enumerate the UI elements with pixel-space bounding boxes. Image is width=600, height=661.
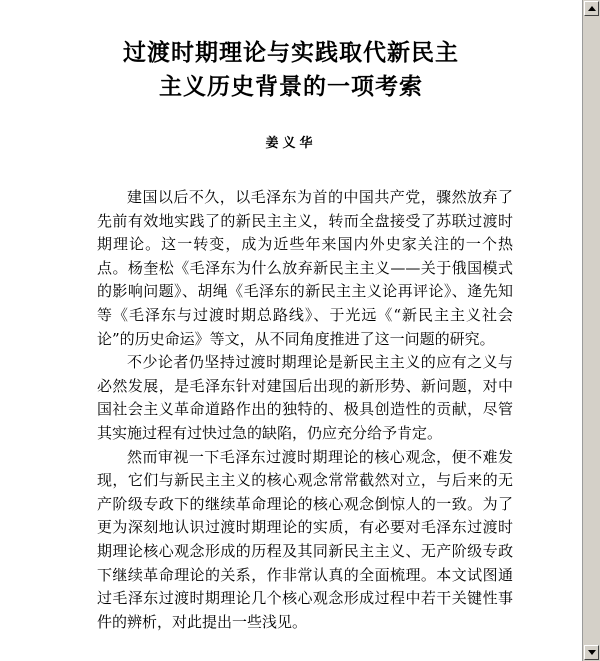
title-line-1: 过渡时期理论与实践取代新民主 (123, 40, 459, 66)
arrow-down-icon (588, 650, 596, 655)
paragraph-3: 然而审视一下毛泽东过渡时期理论的核心观念，便不难发现，它们与新民主主义的核心观念常常截然对立，与后来的无产阶级专政下的继续革命理论的核心观念倒惊人的一致。为了更为深刻地认识过渡时期理论的实质，有必要对毛泽东过渡时期理论核心观念形成的历程及其同新民主主义、无产阶级专政下继续革命理论的关系，作非常认真的全面梳理。本文试图通过毛泽东过渡时期理论几个核心观念形成过程中若干关键性事件的辨析，对此提出一些浅见。 (97, 447, 513, 631)
paragraph-2: 不少论者仍坚持过渡时期理论是新民主主义的应有之义与必然发展，是毛泽东针对建国后出现的新形势、新问题，对中国社会主义革命道路作出的独特的、极具创造性的贡献，尽管其实施过程有过快过急的缺陷，仍应充分给予肯定。 (97, 353, 513, 442)
scroll-up-button[interactable] (584, 1, 599, 16)
arrow-up-icon (588, 6, 596, 11)
vertical-scrollbar[interactable] (582, 0, 600, 661)
title-line-2: 主义历史背景的一项考索 (159, 74, 423, 100)
scroll-down-button[interactable] (584, 645, 599, 660)
author-name: 姜义华 (265, 136, 317, 151)
article-body (97, 186, 513, 634)
paragraph-1: 建国以后不久，以毛泽东为首的中国共产党，骤然放弃了先前有效地实践了的新民主主义，转而全盘接受了苏联过渡时期理论。这一转变，成为近些年来国内外史家关注的一个热点。杨奎松《毛泽东为什么放弃新民主主义——关于俄国模式的影响问题》、胡绳《毛泽东的新民主主义论再评论》、逄先知等《毛泽东与过渡时期总路线》、于光远《“新民主主义社会论”的历史命运》等文，从不同角度推进了这一问题的研究。 (97, 188, 513, 348)
